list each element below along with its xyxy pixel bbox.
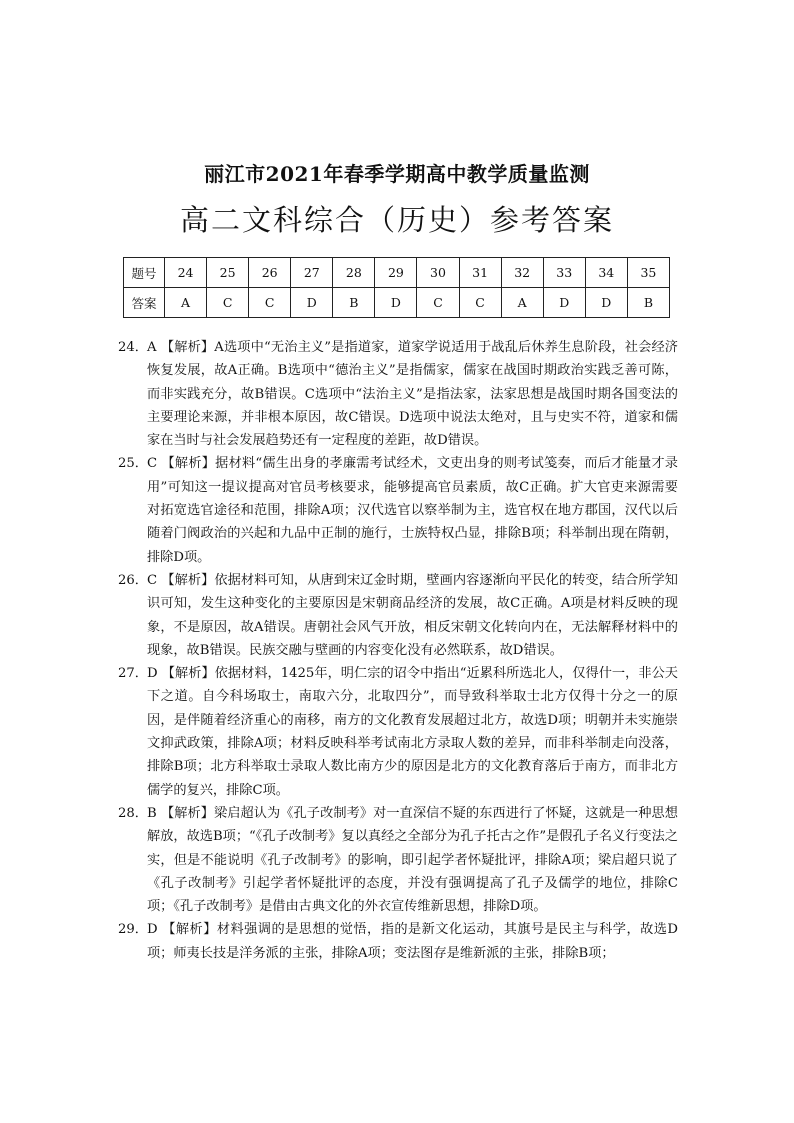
question-number-cell: 30 xyxy=(417,258,459,288)
item-text: C 【解析】据材料“儒生出身的孝廉需考试经术，文吏出身的则考试笺奏，而后才能量才录用”可知这一提议提高对官员考核要求，能够提高官员素质，故C正确。扩大官吏来源需要对拓宽选官途径和范围，排除A项；汉代选官以察举制为主，选官权在地方郡国，汉代以后随着门阀政治的兴起和九品中正制的施行，士族特权凸显，排除B项；科举制出现在隋朝，排除D项。 xyxy=(147,456,678,565)
question-number-cell: 29 xyxy=(375,258,417,288)
explanations xyxy=(118,336,678,965)
item-number: 28． xyxy=(118,805,148,821)
answer-cell: C xyxy=(459,288,501,318)
item-number: 26． xyxy=(118,572,148,588)
item-number: 24． xyxy=(118,340,148,355)
item-text: A 【解析】A选项中“无治主义”是指道家，道家学说适用于战乱后休养生息阶段，社会经济恢复发展，故A正确。B选项中“德治主义”是指儒家，儒家在战国时期政治实践乏善可陈，而非实践充分，故B错误。C选项中“法治主义”是指法家，法家思想是战国时期各国变法的主要理论来源，并非根本原因，故C错误。D选项中说法太绝对，且与史实不符，道家和儒家在当时与社会发展趋势还有一定程度的差距，故D错误。 xyxy=(147,340,678,449)
question-number-row xyxy=(124,258,670,288)
answer-table xyxy=(123,257,670,318)
answer-cell: D xyxy=(375,288,417,318)
answer-cell: D xyxy=(291,288,333,318)
answer-cell: D xyxy=(543,288,585,318)
answer-cell: C xyxy=(417,288,459,318)
item-text: C 【解析】依据材料可知，从唐到宋辽金时期，壁画内容逐渐向平民化的转变，结合所学知识可知，发生这种变化的主要原因是宋朝商品经济的发展，故C正确。A项是材料反映的现象，不是原因，故A错误。唐朝社会风气开放，相反宋朝文化转向内在，无法解释材料中的现象，故B错误。民族交融与壁画的内容变化没有必然联系，故D错误。 xyxy=(147,572,678,658)
answer-cell: A xyxy=(501,288,543,318)
exam-title: 丽江市2021年春季学期高中教学质量监测 xyxy=(204,162,590,186)
answer-cell: D xyxy=(585,288,627,318)
item-text: B 【解析】梁启超认为《孔子改制考》对一直深信不疑的东西进行了怀疑，这就是一种思想解放，故选B项；“《孔子改制考》复以真经之全部分为孔子托古之作”是假孔子名义行变法之实，但是不能说明《孔子改制考》的影响，即引起学者怀疑批评，排除A项；梁启超只说了《孔子改制考》引起学者怀疑批评的态度，并没有强调提高了孔子及儒学的地位，排除C项；《孔子改制考》是借由古典文化的外衣宣传维新思想，排除D项。 xyxy=(147,805,678,915)
explanation-item xyxy=(118,452,678,568)
explanation-item xyxy=(118,918,678,965)
answer-cell: C xyxy=(207,288,249,318)
explanation-item xyxy=(118,569,678,662)
explanation-item xyxy=(118,802,678,918)
answer-cell: C xyxy=(249,288,291,318)
item-text: D 【解析】材料强调的是思想的觉悟，指的是新文化运动，其旗号是民主与科学，故选D项；师夷长技是洋务派的主张，排除A项；变法图存是维新派的主张，排除B项； xyxy=(147,922,678,961)
question-number-cell: 24 xyxy=(165,258,207,288)
item-number: 25． xyxy=(118,456,148,472)
question-number-cell: 26 xyxy=(249,258,291,288)
answer-cell: B xyxy=(627,288,669,318)
row-label-question: 题号 xyxy=(124,258,165,288)
answer-row xyxy=(124,288,670,318)
explanation-item xyxy=(118,336,678,452)
question-number-cell: 34 xyxy=(585,258,627,288)
row-label-answer: 答案 xyxy=(124,288,165,318)
answer-cell: B xyxy=(333,288,375,318)
explanation-item xyxy=(118,662,678,802)
question-number-cell: 25 xyxy=(207,258,249,288)
question-number-cell: 33 xyxy=(543,258,585,288)
question-number-cell: 31 xyxy=(459,258,501,288)
answer-key-title: 高二文科综合（历史）参考答案 xyxy=(179,203,614,237)
question-number-cell: 32 xyxy=(501,258,543,288)
item-number: 29． xyxy=(118,922,148,938)
question-number-cell: 28 xyxy=(333,258,375,288)
question-number-cell: 35 xyxy=(627,258,669,288)
answer-cell: A xyxy=(165,288,207,318)
item-number: 27． xyxy=(118,666,148,682)
item-text: D 【解析】依据材料，1425年，明仁宗的诏令中指出“近累科所选北人，仅得什一，非公天下之道。自今科场取士，南取六分，北取四分”，而导致科举取士北方仅得十分之一的原因，是伴随着经济重心的南移，南方的文化教育发展超过北方，故选D项；明朝并未实施崇文抑武政策，排除A项；材料反映科举考试南北方录取人数的差异，而非科举制走向没落，排除B项；北方科举取士录取人数比南方少的原因是北方的文化教育落后于南方，而非北方儒学的复兴，排除C项。 xyxy=(147,666,678,798)
question-number-cell: 27 xyxy=(291,258,333,288)
